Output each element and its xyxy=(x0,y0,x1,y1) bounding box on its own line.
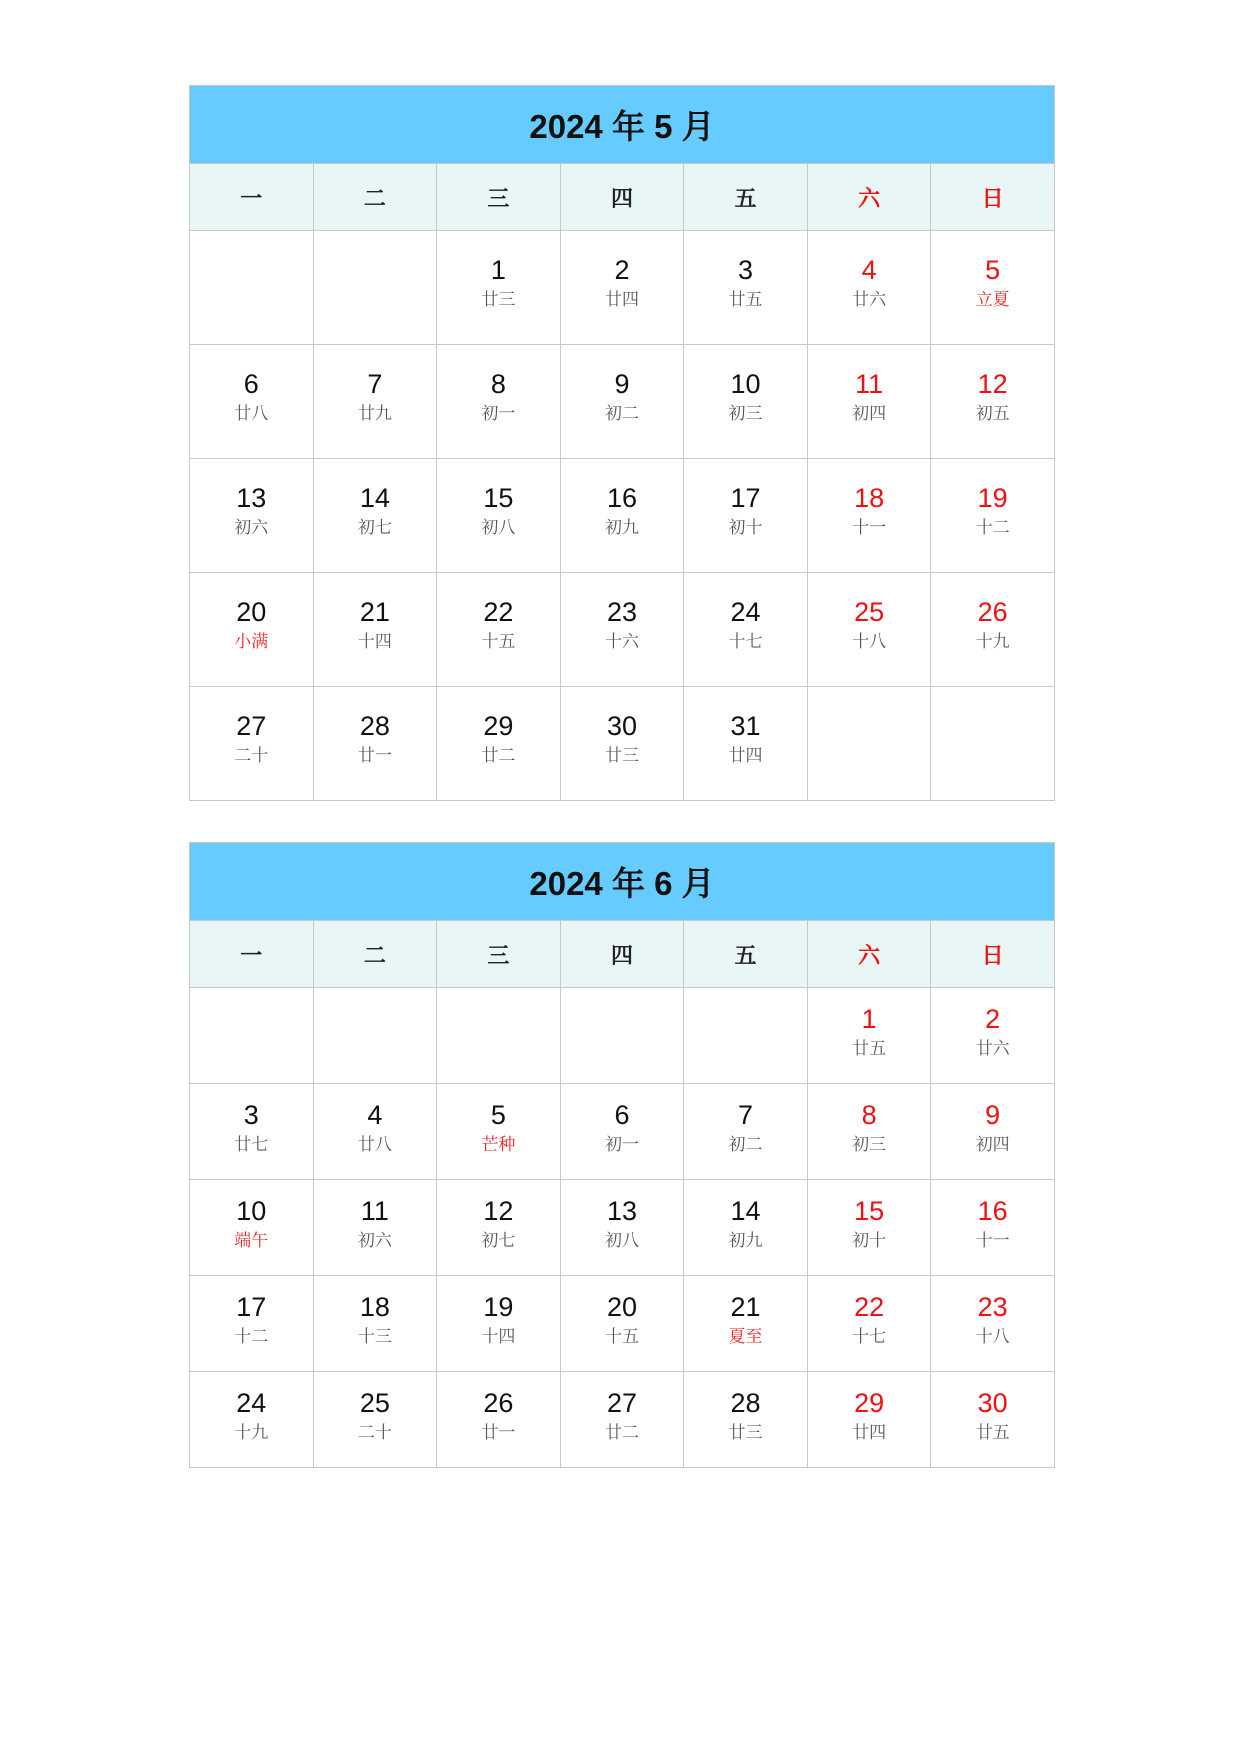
day-cell xyxy=(313,1372,437,1468)
day-cell xyxy=(190,573,314,687)
day-festival-label: 立夏 xyxy=(975,290,1010,310)
day-cell xyxy=(684,573,808,687)
day-lunar-date: 初四 xyxy=(975,1135,1010,1155)
day-lunar-date: 廿八 xyxy=(234,404,269,424)
day-cell xyxy=(931,345,1055,459)
empty-day-cell xyxy=(190,231,314,345)
calendar-may-2024 xyxy=(189,85,1055,801)
day-lunar-date: 初三 xyxy=(852,1135,887,1155)
day-lunar-date: 廿六 xyxy=(852,290,887,310)
day-lunar-date: 廿五 xyxy=(728,290,763,310)
day-festival-label: 小满 xyxy=(234,632,269,652)
weekday-thu: 四 xyxy=(560,164,684,231)
day-number: 16 xyxy=(977,1196,1008,1226)
day-cell xyxy=(313,1084,437,1180)
day-lunar-date: 二十 xyxy=(234,746,269,766)
day-number: 22 xyxy=(854,1292,885,1322)
day-cell xyxy=(190,1372,314,1468)
day-number: 15 xyxy=(854,1196,885,1226)
day-cell xyxy=(560,1180,684,1276)
day-lunar-date: 十二 xyxy=(234,1327,269,1347)
day-lunar-date: 廿五 xyxy=(975,1423,1010,1443)
day-number: 21 xyxy=(359,597,390,627)
day-lunar-date: 十七 xyxy=(728,632,763,652)
day-cell xyxy=(807,345,931,459)
day-lunar-date: 十七 xyxy=(852,1327,887,1347)
empty-day-cell xyxy=(190,988,314,1084)
day-number: 11 xyxy=(360,1196,389,1226)
day-number: 28 xyxy=(730,1388,761,1418)
day-number: 4 xyxy=(861,255,877,285)
weekday-sun: 日 xyxy=(931,164,1055,231)
day-number: 7 xyxy=(738,1100,754,1130)
day-number: 12 xyxy=(977,369,1008,399)
weekday-thu: 四 xyxy=(560,921,684,988)
day-cell xyxy=(437,345,561,459)
day-number: 29 xyxy=(854,1388,885,1418)
day-lunar-date: 廿五 xyxy=(852,1039,887,1059)
day-number: 10 xyxy=(730,369,761,399)
day-cell xyxy=(560,1372,684,1468)
day-festival-label: 芒种 xyxy=(481,1135,516,1155)
day-lunar-date: 初六 xyxy=(234,518,269,538)
day-festival-label: 端午 xyxy=(234,1231,269,1251)
day-cell xyxy=(437,1276,561,1372)
day-lunar-date: 廿三 xyxy=(604,746,639,766)
day-cell xyxy=(684,1276,808,1372)
calendar-title: 2024 年 5 月 xyxy=(190,86,1055,164)
day-number: 9 xyxy=(985,1100,1001,1130)
day-cell xyxy=(437,1084,561,1180)
day-cell xyxy=(313,459,437,573)
day-cell xyxy=(437,1180,561,1276)
day-cell xyxy=(684,345,808,459)
day-lunar-date: 十一 xyxy=(975,1231,1010,1251)
day-cell xyxy=(807,1372,931,1468)
day-number: 3 xyxy=(243,1100,259,1130)
day-number: 23 xyxy=(977,1292,1008,1322)
day-cell xyxy=(931,1372,1055,1468)
day-cell xyxy=(807,573,931,687)
day-lunar-date: 十四 xyxy=(357,632,392,652)
day-cell xyxy=(807,459,931,573)
day-cell xyxy=(807,1084,931,1180)
day-lunar-date: 廿三 xyxy=(481,290,516,310)
day-cell xyxy=(560,459,684,573)
week-row xyxy=(190,1084,1055,1180)
day-cell xyxy=(931,231,1055,345)
empty-day-cell xyxy=(807,687,931,801)
day-number: 1 xyxy=(861,1004,877,1034)
day-lunar-date: 十八 xyxy=(852,632,887,652)
day-lunar-date: 廿八 xyxy=(357,1135,392,1155)
day-number: 8 xyxy=(490,369,506,399)
day-lunar-date: 初二 xyxy=(604,404,639,424)
day-lunar-date: 廿七 xyxy=(234,1135,269,1155)
week-row xyxy=(190,573,1055,687)
day-number: 25 xyxy=(359,1388,390,1418)
weekday-tue: 二 xyxy=(313,164,437,231)
day-cell xyxy=(931,988,1055,1084)
day-cell xyxy=(313,687,437,801)
week-row xyxy=(190,1276,1055,1372)
day-cell xyxy=(931,1084,1055,1180)
day-cell xyxy=(560,231,684,345)
day-cell xyxy=(560,1084,684,1180)
day-number: 9 xyxy=(614,369,630,399)
weekday-sat: 六 xyxy=(807,164,931,231)
day-lunar-date: 十二 xyxy=(975,518,1010,538)
day-lunar-date: 十一 xyxy=(852,518,887,538)
empty-day-cell xyxy=(684,988,808,1084)
day-number: 4 xyxy=(367,1100,383,1130)
day-lunar-date: 十九 xyxy=(234,1423,269,1443)
week-row xyxy=(190,459,1055,573)
day-number: 15 xyxy=(483,483,514,513)
day-cell xyxy=(190,1180,314,1276)
day-festival-label: 夏至 xyxy=(728,1327,763,1347)
day-cell xyxy=(684,687,808,801)
day-cell xyxy=(931,1180,1055,1276)
week-row xyxy=(190,988,1055,1084)
day-number: 1 xyxy=(490,255,506,285)
day-number: 21 xyxy=(730,1292,761,1322)
day-number: 19 xyxy=(483,1292,514,1322)
day-number: 7 xyxy=(367,369,383,399)
day-number: 16 xyxy=(606,483,637,513)
day-lunar-date: 初一 xyxy=(604,1135,639,1155)
day-number: 20 xyxy=(606,1292,637,1322)
weekday-header-row xyxy=(190,921,1055,988)
day-cell xyxy=(313,1180,437,1276)
day-lunar-date: 十三 xyxy=(357,1327,392,1347)
weekday-wed: 三 xyxy=(437,164,561,231)
day-lunar-date: 廿四 xyxy=(852,1423,887,1443)
day-cell xyxy=(313,573,437,687)
day-number: 2 xyxy=(985,1004,1001,1034)
day-number: 28 xyxy=(359,711,390,741)
week-row xyxy=(190,1180,1055,1276)
calendar-body xyxy=(190,988,1055,1468)
day-lunar-date: 廿二 xyxy=(481,746,516,766)
day-cell xyxy=(684,1372,808,1468)
weekday-sat: 六 xyxy=(807,921,931,988)
day-lunar-date: 十四 xyxy=(481,1327,516,1347)
day-cell xyxy=(437,573,561,687)
day-number: 26 xyxy=(483,1388,514,1418)
day-cell xyxy=(560,573,684,687)
weekday-mon: 一 xyxy=(190,164,314,231)
day-cell xyxy=(560,687,684,801)
day-cell xyxy=(313,1276,437,1372)
day-number: 22 xyxy=(483,597,514,627)
day-number: 23 xyxy=(606,597,637,627)
day-lunar-date: 十六 xyxy=(604,632,639,652)
day-cell xyxy=(560,1276,684,1372)
day-number: 11 xyxy=(855,369,884,399)
day-lunar-date: 初八 xyxy=(481,518,516,538)
day-cell xyxy=(807,231,931,345)
day-number: 17 xyxy=(730,483,761,513)
day-cell xyxy=(190,459,314,573)
day-number: 5 xyxy=(985,255,1001,285)
week-row xyxy=(190,1372,1055,1468)
day-lunar-date: 初三 xyxy=(728,404,763,424)
weekday-header-row xyxy=(190,164,1055,231)
day-lunar-date: 廿一 xyxy=(481,1423,516,1443)
day-cell xyxy=(807,1180,931,1276)
day-lunar-date: 十八 xyxy=(975,1327,1010,1347)
day-number: 25 xyxy=(854,597,885,627)
day-number: 30 xyxy=(977,1388,1008,1418)
day-number: 27 xyxy=(606,1388,637,1418)
day-lunar-date: 廿三 xyxy=(728,1423,763,1443)
day-cell xyxy=(313,345,437,459)
calendar-june-2024 xyxy=(189,842,1055,1468)
day-number: 27 xyxy=(236,711,267,741)
day-lunar-date: 廿四 xyxy=(604,290,639,310)
weekday-wed: 三 xyxy=(437,921,561,988)
week-row xyxy=(190,687,1055,801)
day-lunar-date: 廿一 xyxy=(357,746,392,766)
day-cell xyxy=(684,231,808,345)
day-cell xyxy=(190,687,314,801)
day-lunar-date: 廿六 xyxy=(975,1039,1010,1059)
day-number: 2 xyxy=(614,255,630,285)
day-cell xyxy=(931,459,1055,573)
day-number: 24 xyxy=(730,597,761,627)
day-lunar-date: 初七 xyxy=(481,1231,516,1251)
weekday-fri: 五 xyxy=(684,164,808,231)
day-number: 30 xyxy=(606,711,637,741)
day-lunar-date: 廿二 xyxy=(604,1423,639,1443)
day-lunar-date: 初九 xyxy=(728,1231,763,1251)
day-number: 5 xyxy=(490,1100,506,1130)
day-number: 19 xyxy=(977,483,1008,513)
day-lunar-date: 初十 xyxy=(728,518,763,538)
day-lunar-date: 初四 xyxy=(852,404,887,424)
day-cell xyxy=(437,459,561,573)
day-cell xyxy=(190,1084,314,1180)
day-lunar-date: 初五 xyxy=(975,404,1010,424)
day-number: 31 xyxy=(730,711,761,741)
day-lunar-date: 初六 xyxy=(357,1231,392,1251)
day-cell xyxy=(684,1180,808,1276)
day-lunar-date: 初十 xyxy=(852,1231,887,1251)
day-cell xyxy=(931,1276,1055,1372)
day-number: 6 xyxy=(243,369,259,399)
day-number: 13 xyxy=(606,1196,637,1226)
day-cell xyxy=(684,459,808,573)
day-number: 18 xyxy=(854,483,885,513)
day-number: 20 xyxy=(236,597,267,627)
week-row xyxy=(190,231,1055,345)
day-cell xyxy=(684,1084,808,1180)
empty-day-cell xyxy=(437,988,561,1084)
weekday-fri: 五 xyxy=(684,921,808,988)
day-cell xyxy=(437,231,561,345)
day-number: 26 xyxy=(977,597,1008,627)
day-lunar-date: 初一 xyxy=(481,404,516,424)
day-number: 12 xyxy=(483,1196,514,1226)
day-cell xyxy=(807,1276,931,1372)
day-lunar-date: 廿九 xyxy=(357,404,392,424)
day-number: 10 xyxy=(236,1196,267,1226)
day-cell xyxy=(437,1372,561,1468)
week-row xyxy=(190,345,1055,459)
empty-day-cell xyxy=(560,988,684,1084)
day-cell xyxy=(437,687,561,801)
day-lunar-date: 初九 xyxy=(604,518,639,538)
day-lunar-date: 二十 xyxy=(357,1423,392,1443)
day-lunar-date: 初七 xyxy=(357,518,392,538)
day-number: 14 xyxy=(730,1196,761,1226)
day-lunar-date: 廿四 xyxy=(728,746,763,766)
day-number: 8 xyxy=(861,1100,877,1130)
day-number: 3 xyxy=(738,255,754,285)
weekday-sun: 日 xyxy=(931,921,1055,988)
day-number: 17 xyxy=(236,1292,267,1322)
calendar-title: 2024 年 6 月 xyxy=(190,843,1055,921)
weekday-mon: 一 xyxy=(190,921,314,988)
day-cell xyxy=(190,345,314,459)
day-lunar-date: 初二 xyxy=(728,1135,763,1155)
day-lunar-date: 十五 xyxy=(481,632,516,652)
day-cell xyxy=(190,1276,314,1372)
day-cell xyxy=(931,573,1055,687)
calendar-body xyxy=(190,231,1055,801)
empty-day-cell xyxy=(313,988,437,1084)
day-lunar-date: 十九 xyxy=(975,632,1010,652)
day-cell xyxy=(560,345,684,459)
day-number: 24 xyxy=(236,1388,267,1418)
day-number: 14 xyxy=(359,483,390,513)
day-lunar-date: 初八 xyxy=(604,1231,639,1251)
day-cell xyxy=(807,988,931,1084)
empty-day-cell xyxy=(931,687,1055,801)
day-number: 6 xyxy=(614,1100,630,1130)
day-number: 29 xyxy=(483,711,514,741)
weekday-tue: 二 xyxy=(313,921,437,988)
day-lunar-date: 十五 xyxy=(604,1327,639,1347)
day-number: 18 xyxy=(359,1292,390,1322)
day-number: 13 xyxy=(236,483,267,513)
empty-day-cell xyxy=(313,231,437,345)
